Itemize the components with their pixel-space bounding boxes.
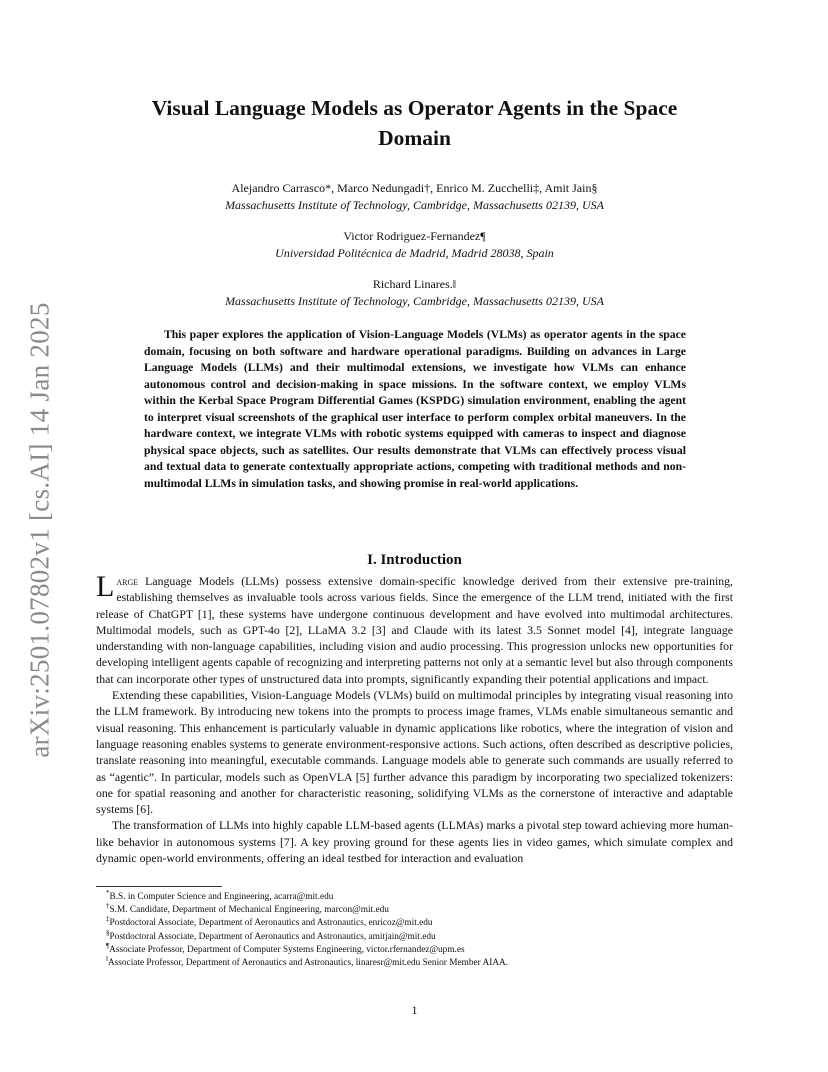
title-line-1: Visual Language Models as Operator Agents in the Space [151, 96, 678, 120]
footnote: ‡Postdoctoral Associate, Department of Aeronautics and Astronautics, enricoz@mit.edu [106, 915, 433, 929]
author-affiliation: Universidad Politécnica de Madrid, Madrid 28038, Spain [275, 246, 554, 260]
first-word-smallcaps: arge [116, 574, 139, 588]
author-block-1 [96, 180, 733, 214]
author-names: Richard Linares.‖ [372, 277, 457, 291]
section-body [96, 570, 733, 866]
author-affiliation: Massachusetts Institute of Technology, Cambridge, Massachusetts 02139, USA [225, 294, 604, 308]
footnote: ‖Associate Professor, Department of Aeronautics and Astronautics, linaresr@mit.edu Senior Member AIAA. [106, 954, 509, 969]
title-line-2: Domain [378, 126, 451, 150]
arxiv-identifier: arXiv:2501.07802v1 [cs.AI] 14 Jan 2025 [24, 302, 55, 758]
page-number: 1 [411, 1003, 418, 1017]
paragraph-1 [96, 570, 733, 687]
footnote: †S.M. Candidate, Department of Mechanical Engineering, marcon@mit.edu [106, 902, 389, 916]
section-heading: I. Introduction [367, 552, 462, 568]
drop-cap: L [96, 570, 115, 603]
footnote-rule [96, 886, 222, 887]
footnotes [106, 888, 733, 970]
footnote: *B.S. in Computer Science and Engineering, acarra@mit.edu [106, 888, 334, 902]
footnote: §Postdoctoral Associate, Department of Aeronautics and Astronautics, amitjain@mit.edu [106, 928, 436, 942]
author-block-2 [96, 228, 733, 262]
author-affiliation: Massachusetts Institute of Technology, Cambridge, Massachusetts 02139, USA [225, 198, 604, 212]
paragraph-2: Extending these capabilities, Vision-Language Models (VLMs) build on multimodal principles by integrating visual reasoning into the LLM framework. By introducing new tokens into the prompts to process image frames, VLMs enable simultaneous semantic and visual reasoning. This enhancement is particularly valuable in dynamic applications like robotics, where the integration of vision and language reasoning enables systems to generate environment-responsive actions. Such actions, often described as descriptive policies, translate reasoning into meaningful, executable commands. Language models able to generate such commands are usually referred to as “agentic”. In particular, models such as OpenVLA [5] further advance this paradigm by incorporating two specialized tokenizers: one for spatial reasoning and another for characteristic reasoning, solidifying VLMs as the cornerstone of interactive and adaptable systems [6]. [96, 688, 733, 817]
abstract: This paper explores the application of Vision-Language Models (VLMs) as operator agents in the space domain, focusing on both software and hardware operational paradigms. Building on advances in Large Language Models (LLMs) and their multimodal extensions, we investigate how VLMs can enhance autonomous control and decision-making in space missions. In the software context, we employ VLMs within the Kerbal Space Program Differential Games (KSPDG) simulation environment, enabling the agent to interpret visual screenshots of the graphical user interface to perform complex orbital maneuvers. In the hardware context, we integrate VLMs with robotic systems equipped with cameras to inspect and diagnose physical space objects, such as satellites. Our results demonstrate that VLMs can effectively process visual and textual data to generate contextually appropriate actions, competing with traditional methods and non-multimodal LLMs in simulation tasks, and showing promise in real-world applications. [144, 328, 686, 490]
paragraph-1-text: Language Models (LLMs) possess extensive domain-specific knowledge derived from their extensive pre-training, establishing themselves as invaluable tools across various fields. Since the emergence of the LLM trend, initiated with the first release of ChatGPT [1], these systems have undergone continuous development and have evolved into multimodal architectures. Multimodal models, such as GPT-4o [2], LLaMA 3.2 [3] and Claude with its latest 3.5 Sonnet model [4], integrate language understanding with non-language capabilities, including vision and audio processing. This progression unlocks new opportunities for developing intelligent agents capable of recognizing and interpreting patterns not only at a semantic level but also through components that can incorporate other types of unstructured data into prompts, significantly expanding their potential applications and impact. [96, 574, 733, 686]
author-names: Victor Rodriguez-Fernandez¶ [343, 229, 486, 243]
paper-title [96, 93, 733, 153]
footnote: ¶Associate Professor, Department of Computer Systems Engineering, victor.rfernandez@upm.es [106, 941, 465, 955]
author-names: Alejandro Carrasco*, Marco Nedungadi†, Enrico M. Zucchelli‡, Amit Jain§ [231, 181, 598, 195]
paragraph-3: The transformation of LLMs into highly capable LLM-based agents (LLMAs) marks a pivotal step toward achieving more human-like behavior in autonomous systems [7]. A key proving ground for these agents lies in video games, which simulate complex and dynamic open-world environments, offering an ideal testbed for interaction and evaluation [96, 818, 733, 866]
author-block-3 [96, 276, 733, 310]
